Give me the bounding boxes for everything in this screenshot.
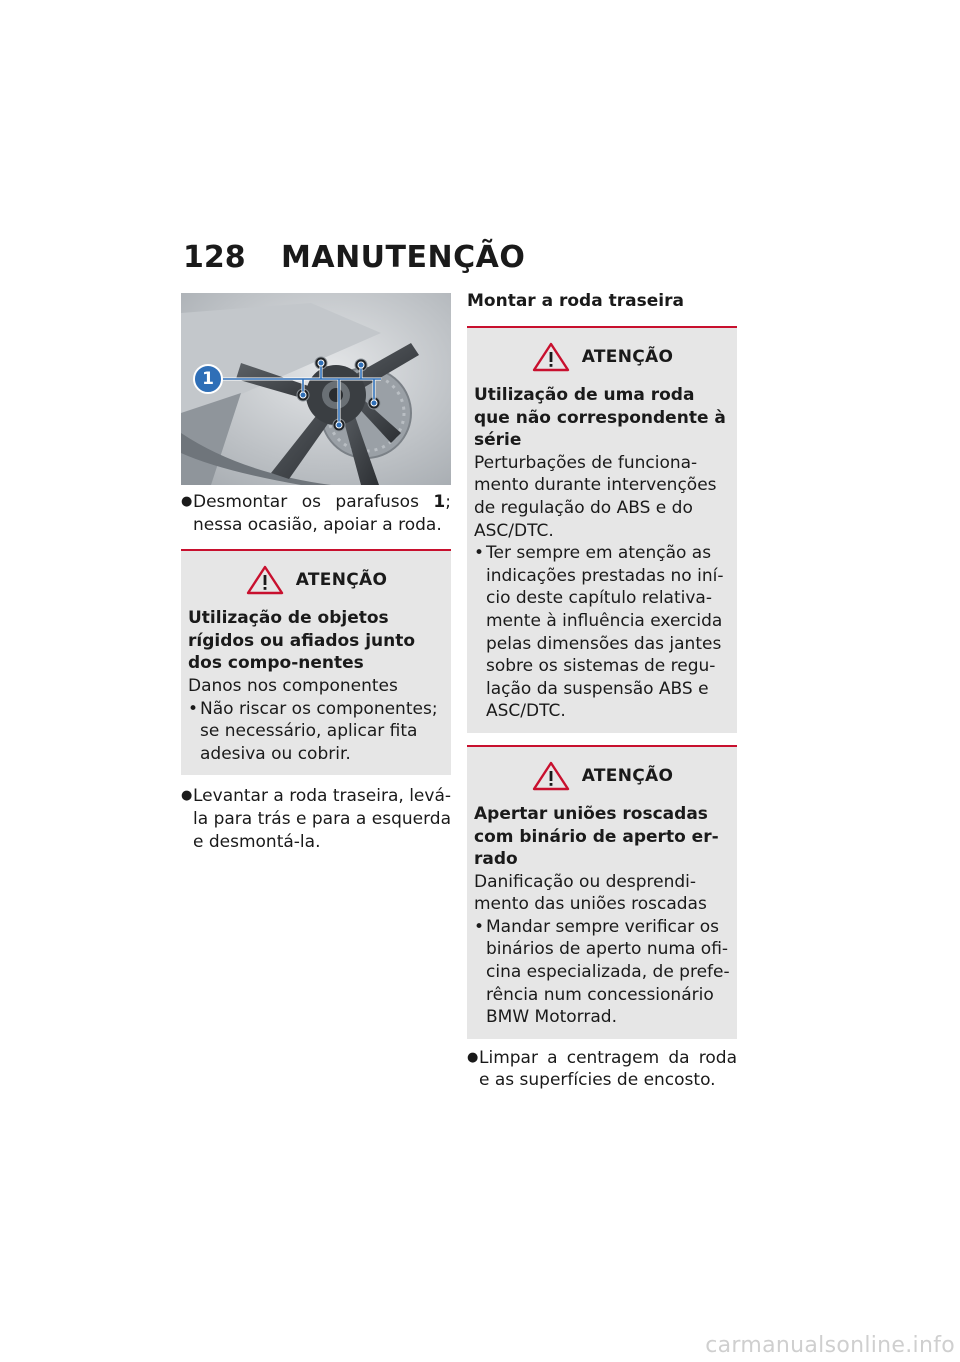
chapter-title: MANUTENÇÃO	[281, 240, 526, 275]
bullet-icon: ●	[181, 788, 193, 804]
bullet-icon: •	[474, 543, 485, 564]
step-remove-wheel	[181, 785, 451, 853]
warning-title: ATENÇÃO	[581, 347, 674, 367]
warning-list	[474, 542, 731, 723]
list-item: • Mandar sempre verificar os binários de aperto numa ofi-cina especializada, de prefe-rência num concessionário BMW Motorrad.	[474, 916, 730, 1028]
warning-consequence: Danos nos componentes	[188, 675, 398, 696]
warning-triangle-icon	[532, 342, 570, 372]
wheel-hub-illustration	[181, 293, 451, 485]
step-ref: 1	[433, 492, 446, 512]
warning-title: ATENÇÃO	[581, 765, 674, 786]
warning-box	[467, 326, 737, 733]
bullet-icon: ●	[467, 1049, 479, 1065]
watermark: carmanualsonline.info	[705, 1333, 955, 1358]
left-column	[181, 293, 451, 853]
warning-triangle-icon	[246, 565, 284, 595]
warning-box	[467, 745, 737, 1039]
warning-subject: Utilização de uma roda que não correspondente à série	[474, 385, 726, 451]
list-item: • Não riscar os componentes; se necessário, aplicar fita adesiva ou cobrir.	[188, 698, 438, 764]
warning-list	[474, 916, 731, 1029]
step-remove-bolts	[181, 491, 451, 536]
warning-triangle-icon	[532, 761, 570, 791]
warning-consequence: Perturbações de funciona-mento durante intervenções de regulação do ABS e do ASC/DTC.	[474, 452, 717, 541]
right-column	[467, 290, 737, 1092]
step-text: Levantar a roda traseira, levá-la para trás e para a esquerda e desmontá-la.	[193, 786, 451, 852]
step-text-tail: ; nessa ocasião, apoiar a roda.	[193, 492, 451, 535]
step-text: Desmontar os parafusos	[193, 492, 434, 512]
step-clean-centering	[467, 1047, 737, 1092]
warning-subject: Utilização de objetos rígidos ou afiados junto dos compo-nentes	[188, 608, 416, 674]
warning-consequence: Danificação ou desprendi-mento das uniões roscadas	[474, 871, 707, 915]
bullet-icon: ●	[181, 494, 193, 509]
callout-label: 1	[202, 369, 214, 389]
page-header	[183, 240, 525, 275]
warning-box	[181, 549, 451, 775]
step-text: Limpar a centragem da roda e as superfícies de encosto.	[479, 1047, 737, 1091]
warning-list	[188, 698, 445, 766]
bullet-icon: •	[188, 698, 199, 719]
bullet-icon: •	[474, 916, 485, 937]
page-number: 128	[183, 240, 246, 275]
section-heading: Montar a roda traseira	[467, 291, 684, 311]
warning-subject: Apertar uniões roscadas com binário de aperto er-rado	[474, 803, 719, 870]
list-item: • Ter sempre em atenção as indicações prestadas no iní-cio deste capítulo relativa-mente à influência exercida pelas dimensões das jantes sobre os sistemas de regu-lação da suspensão ABS e ASC/DTC.	[474, 543, 724, 722]
warning-title: ATENÇÃO	[295, 570, 388, 591]
wheel-figure	[181, 293, 451, 485]
